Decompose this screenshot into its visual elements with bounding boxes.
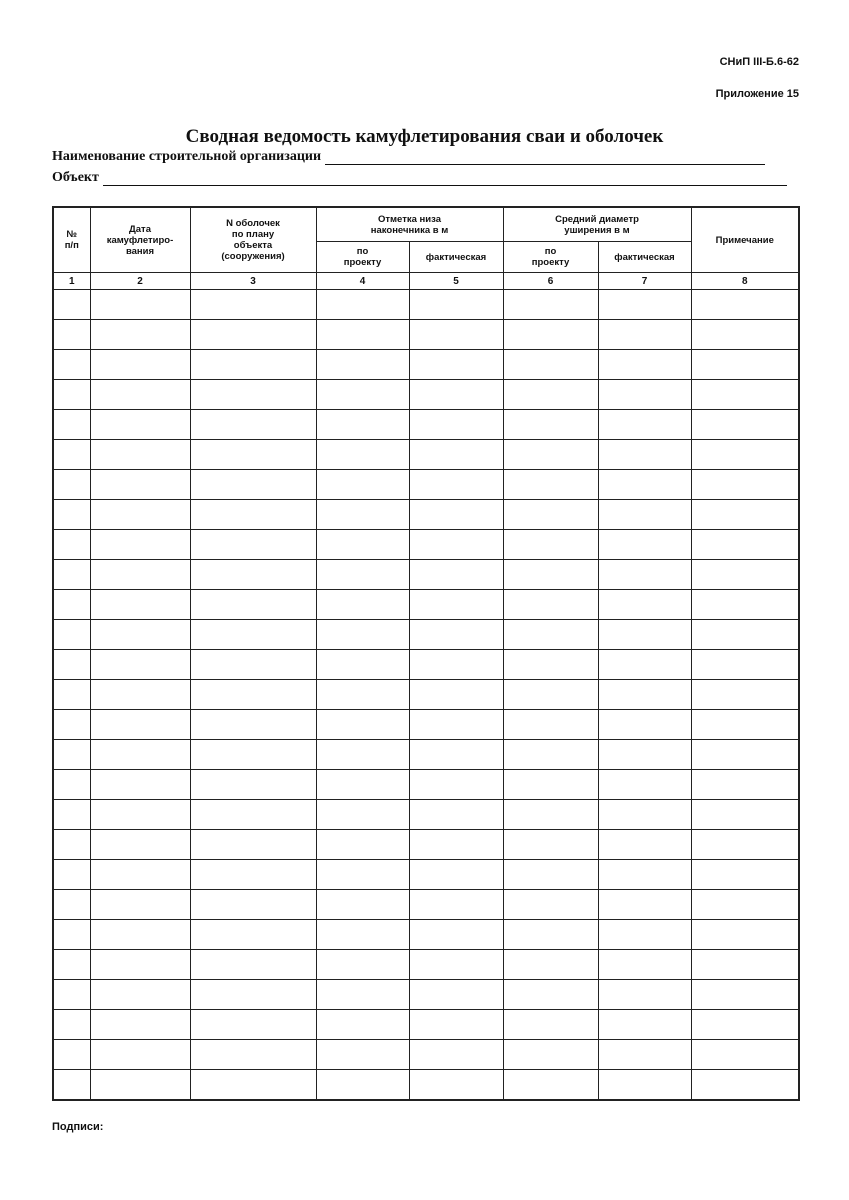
table-cell[interactable] bbox=[190, 530, 316, 560]
table-cell[interactable] bbox=[90, 530, 190, 560]
table-cell[interactable] bbox=[409, 920, 503, 950]
table-cell[interactable] bbox=[409, 770, 503, 800]
table-cell[interactable] bbox=[503, 440, 598, 470]
table-cell[interactable] bbox=[691, 920, 799, 950]
table-cell[interactable] bbox=[90, 590, 190, 620]
table-cell[interactable] bbox=[190, 890, 316, 920]
table-cell[interactable] bbox=[409, 500, 503, 530]
table-cell[interactable] bbox=[53, 500, 90, 530]
table-cell[interactable] bbox=[503, 590, 598, 620]
table-cell[interactable] bbox=[503, 380, 598, 410]
table-row bbox=[53, 590, 799, 620]
table-cell[interactable] bbox=[90, 380, 190, 410]
table-body bbox=[53, 290, 799, 1101]
table-cell[interactable] bbox=[691, 710, 799, 740]
table-cell[interactable] bbox=[316, 500, 409, 530]
table-cell[interactable] bbox=[409, 470, 503, 500]
table-cell[interactable] bbox=[90, 650, 190, 680]
table-cell[interactable] bbox=[503, 980, 598, 1010]
table-cell[interactable] bbox=[691, 500, 799, 530]
table-cell[interactable] bbox=[503, 1010, 598, 1040]
table-cell[interactable] bbox=[190, 650, 316, 680]
table-cell[interactable] bbox=[53, 1010, 90, 1040]
table-cell[interactable] bbox=[598, 530, 691, 560]
table-cell[interactable] bbox=[691, 290, 799, 320]
table-cell[interactable] bbox=[316, 470, 409, 500]
table-row bbox=[53, 890, 799, 920]
table-row bbox=[53, 440, 799, 470]
table-cell[interactable] bbox=[409, 830, 503, 860]
table-cell[interactable] bbox=[409, 410, 503, 440]
table-cell[interactable] bbox=[190, 620, 316, 650]
table-cell[interactable] bbox=[316, 1070, 409, 1101]
column-number: 3 bbox=[190, 273, 316, 290]
table-cell[interactable] bbox=[90, 410, 190, 440]
table-cell[interactable] bbox=[316, 920, 409, 950]
table-cell[interactable] bbox=[691, 890, 799, 920]
table-cell[interactable] bbox=[53, 860, 90, 890]
table-cell[interactable] bbox=[598, 710, 691, 740]
table-cell[interactable] bbox=[409, 320, 503, 350]
table-cell[interactable] bbox=[409, 560, 503, 590]
header-tip-by-project: по проекту bbox=[316, 242, 409, 273]
table-cell[interactable] bbox=[53, 710, 90, 740]
summary-table bbox=[52, 206, 800, 1101]
table-cell[interactable] bbox=[598, 1010, 691, 1040]
table-cell[interactable] bbox=[598, 500, 691, 530]
column-number: 7 bbox=[598, 273, 691, 290]
appendix-label: Приложение 15 bbox=[715, 88, 799, 100]
organization-field[interactable] bbox=[52, 149, 765, 165]
table-cell[interactable] bbox=[691, 650, 799, 680]
table-row bbox=[53, 1010, 799, 1040]
organization-input-line[interactable] bbox=[325, 150, 765, 165]
table-cell[interactable] bbox=[53, 590, 90, 620]
table-cell[interactable] bbox=[316, 590, 409, 620]
header-date: Дата камуфлетиро- вания bbox=[90, 207, 190, 273]
table-cell[interactable] bbox=[503, 500, 598, 530]
table-row bbox=[53, 560, 799, 590]
table-row bbox=[53, 350, 799, 380]
column-number: 1 bbox=[53, 273, 90, 290]
table-cell[interactable] bbox=[190, 440, 316, 470]
table-cell[interactable] bbox=[53, 890, 90, 920]
table-cell[interactable] bbox=[598, 320, 691, 350]
table-cell[interactable] bbox=[503, 920, 598, 950]
header-num: № п/п bbox=[53, 207, 90, 273]
table-cell[interactable] bbox=[691, 560, 799, 590]
table-row bbox=[53, 380, 799, 410]
table-cell[interactable] bbox=[53, 740, 90, 770]
table-cell[interactable] bbox=[503, 740, 598, 770]
table-cell[interactable] bbox=[316, 650, 409, 680]
table-cell[interactable] bbox=[53, 410, 90, 440]
table-cell[interactable] bbox=[90, 800, 190, 830]
table-cell[interactable] bbox=[53, 980, 90, 1010]
header-average-diameter: Средний диаметр уширения в м bbox=[503, 207, 691, 242]
table-cell[interactable] bbox=[598, 410, 691, 440]
table-cell[interactable] bbox=[598, 620, 691, 650]
table-cell[interactable] bbox=[316, 440, 409, 470]
table-cell[interactable] bbox=[190, 770, 316, 800]
table-cell[interactable] bbox=[190, 710, 316, 740]
table-cell[interactable] bbox=[190, 830, 316, 860]
table-row bbox=[53, 650, 799, 680]
table-cell[interactable] bbox=[598, 440, 691, 470]
table-cell[interactable] bbox=[691, 380, 799, 410]
table-cell[interactable] bbox=[53, 320, 90, 350]
table-cell[interactable] bbox=[409, 440, 503, 470]
table-cell[interactable] bbox=[90, 440, 190, 470]
table-cell[interactable] bbox=[503, 710, 598, 740]
table-cell[interactable] bbox=[691, 860, 799, 890]
table-cell[interactable] bbox=[90, 350, 190, 380]
table-cell[interactable] bbox=[190, 470, 316, 500]
table-cell[interactable] bbox=[691, 1070, 799, 1101]
table-cell[interactable] bbox=[409, 1010, 503, 1040]
table-cell[interactable] bbox=[90, 920, 190, 950]
table-cell[interactable] bbox=[316, 980, 409, 1010]
table-cell[interactable] bbox=[190, 740, 316, 770]
table-cell[interactable] bbox=[691, 590, 799, 620]
table-cell[interactable] bbox=[90, 1040, 190, 1070]
table-cell[interactable] bbox=[409, 890, 503, 920]
table-cell[interactable] bbox=[190, 920, 316, 950]
table-cell[interactable] bbox=[53, 800, 90, 830]
table-cell[interactable] bbox=[316, 320, 409, 350]
table-cell[interactable] bbox=[691, 530, 799, 560]
table-row bbox=[53, 800, 799, 830]
document-code: СНиП III-Б.6-62 bbox=[719, 56, 799, 68]
table-cell[interactable] bbox=[90, 1070, 190, 1101]
table-cell[interactable] bbox=[53, 950, 90, 980]
table-row bbox=[53, 950, 799, 980]
table-cell[interactable] bbox=[409, 620, 503, 650]
table-cell[interactable] bbox=[190, 980, 316, 1010]
object-label: Объект bbox=[52, 170, 99, 185]
column-number: 8 bbox=[691, 273, 799, 290]
table-cell[interactable] bbox=[503, 950, 598, 980]
page-title: Сводная ведомость камуфлетирования сваи и оболочек bbox=[185, 126, 664, 147]
table-cell[interactable] bbox=[53, 1070, 90, 1101]
table-cell[interactable] bbox=[409, 1070, 503, 1101]
table-cell[interactable] bbox=[598, 860, 691, 890]
table-cell[interactable] bbox=[90, 680, 190, 710]
signatures-label: Подписи: bbox=[52, 1121, 104, 1133]
table-row bbox=[53, 1070, 799, 1101]
table-cell[interactable] bbox=[503, 830, 598, 860]
table-cell[interactable] bbox=[190, 1040, 316, 1070]
table-cell[interactable] bbox=[53, 290, 90, 320]
object-input-line[interactable] bbox=[103, 171, 787, 186]
table-cell[interactable] bbox=[691, 320, 799, 350]
table-row bbox=[53, 500, 799, 530]
table-cell[interactable] bbox=[90, 860, 190, 890]
header-diam-by-project: по проекту bbox=[503, 242, 598, 273]
column-number: 6 bbox=[503, 273, 598, 290]
column-number: 2 bbox=[90, 273, 190, 290]
table-cell[interactable] bbox=[90, 710, 190, 740]
table-cell[interactable] bbox=[598, 740, 691, 770]
table-cell[interactable] bbox=[691, 680, 799, 710]
header-note: Примечание bbox=[691, 207, 799, 273]
table-cell[interactable] bbox=[316, 770, 409, 800]
table-cell[interactable] bbox=[409, 530, 503, 560]
table-cell[interactable] bbox=[503, 1070, 598, 1101]
table-cell[interactable] bbox=[316, 290, 409, 320]
table-cell[interactable] bbox=[503, 320, 598, 350]
header-tip-actual: фактическая bbox=[409, 242, 503, 273]
table-cell[interactable] bbox=[598, 590, 691, 620]
table-cell[interactable] bbox=[409, 380, 503, 410]
table-cell[interactable] bbox=[53, 770, 90, 800]
table-row bbox=[53, 740, 799, 770]
header-tip-mark: Отметка низа наконечника в м bbox=[316, 207, 503, 242]
table-cell[interactable] bbox=[598, 980, 691, 1010]
table-cell[interactable] bbox=[190, 350, 316, 380]
table-cell[interactable] bbox=[409, 860, 503, 890]
table-cell[interactable] bbox=[90, 620, 190, 650]
table-cell[interactable] bbox=[503, 890, 598, 920]
object-field[interactable] bbox=[52, 170, 787, 186]
table-cell[interactable] bbox=[598, 890, 691, 920]
table-cell[interactable] bbox=[598, 1070, 691, 1101]
table-cell[interactable] bbox=[316, 950, 409, 980]
table-cell[interactable] bbox=[316, 710, 409, 740]
table-cell[interactable] bbox=[316, 350, 409, 380]
table-cell[interactable] bbox=[316, 410, 409, 440]
table-cell[interactable] bbox=[409, 680, 503, 710]
table-cell[interactable] bbox=[316, 380, 409, 410]
table-cell[interactable] bbox=[53, 560, 90, 590]
table-cell[interactable] bbox=[53, 530, 90, 560]
table-cell[interactable] bbox=[90, 500, 190, 530]
table-row bbox=[53, 680, 799, 710]
table-cell[interactable] bbox=[53, 680, 90, 710]
table-cell[interactable] bbox=[190, 290, 316, 320]
table-cell[interactable] bbox=[598, 350, 691, 380]
table-cell[interactable] bbox=[691, 830, 799, 860]
table-cell[interactable] bbox=[190, 1070, 316, 1101]
table-cell[interactable] bbox=[691, 770, 799, 800]
table-cell[interactable] bbox=[503, 770, 598, 800]
table-cell[interactable] bbox=[409, 650, 503, 680]
table-row bbox=[53, 470, 799, 500]
table-cell[interactable] bbox=[90, 290, 190, 320]
table-cell[interactable] bbox=[598, 650, 691, 680]
table-cell[interactable] bbox=[598, 950, 691, 980]
table-cell[interactable] bbox=[316, 800, 409, 830]
table-cell[interactable] bbox=[90, 560, 190, 590]
table-cell[interactable] bbox=[190, 410, 316, 440]
table-cell[interactable] bbox=[316, 620, 409, 650]
table-cell[interactable] bbox=[598, 770, 691, 800]
table-cell[interactable] bbox=[503, 1040, 598, 1070]
table-cell[interactable] bbox=[598, 470, 691, 500]
table-cell[interactable] bbox=[409, 1040, 503, 1070]
table-cell[interactable] bbox=[598, 1040, 691, 1070]
table-cell[interactable] bbox=[503, 680, 598, 710]
table-cell[interactable] bbox=[53, 350, 90, 380]
table-cell[interactable] bbox=[598, 920, 691, 950]
table-cell[interactable] bbox=[598, 560, 691, 590]
table-cell[interactable] bbox=[409, 800, 503, 830]
header-shell-number: N оболочек по плану объекта (сооружения) bbox=[190, 207, 316, 273]
column-number: 4 bbox=[316, 273, 409, 290]
table-row bbox=[53, 530, 799, 560]
table-cell[interactable] bbox=[53, 1040, 90, 1070]
table-cell[interactable] bbox=[190, 680, 316, 710]
table-cell[interactable] bbox=[190, 500, 316, 530]
table-cell[interactable] bbox=[53, 620, 90, 650]
table-cell[interactable] bbox=[190, 320, 316, 350]
table-cell[interactable] bbox=[598, 380, 691, 410]
table-cell[interactable] bbox=[409, 290, 503, 320]
table-cell[interactable] bbox=[190, 380, 316, 410]
table-row bbox=[53, 920, 799, 950]
table-cell[interactable] bbox=[90, 770, 190, 800]
table-cell[interactable] bbox=[598, 800, 691, 830]
header-diam-actual: фактическая bbox=[598, 242, 691, 273]
table-row bbox=[53, 320, 799, 350]
table-row bbox=[53, 770, 799, 800]
table-cell[interactable] bbox=[90, 320, 190, 350]
table-cell[interactable] bbox=[503, 800, 598, 830]
table-cell[interactable] bbox=[316, 860, 409, 890]
table-cell[interactable] bbox=[503, 860, 598, 890]
table-cell[interactable] bbox=[316, 740, 409, 770]
table-cell[interactable] bbox=[90, 740, 190, 770]
table-cell[interactable] bbox=[190, 860, 316, 890]
table-row bbox=[53, 290, 799, 320]
table-cell[interactable] bbox=[409, 350, 503, 380]
table-cell[interactable] bbox=[90, 890, 190, 920]
table-cell[interactable] bbox=[316, 1040, 409, 1070]
table-row bbox=[53, 1040, 799, 1070]
table-cell[interactable] bbox=[503, 350, 598, 380]
table-cell[interactable] bbox=[503, 620, 598, 650]
column-number: 5 bbox=[409, 273, 503, 290]
table-cell[interactable] bbox=[316, 530, 409, 560]
table-cell[interactable] bbox=[503, 290, 598, 320]
table-cell[interactable] bbox=[90, 1010, 190, 1040]
table-cell[interactable] bbox=[53, 440, 90, 470]
table-cell[interactable] bbox=[691, 1010, 799, 1040]
table-cell[interactable] bbox=[691, 350, 799, 380]
table-row bbox=[53, 980, 799, 1010]
table-row bbox=[53, 830, 799, 860]
table-cell[interactable] bbox=[691, 950, 799, 980]
table-cell[interactable] bbox=[409, 590, 503, 620]
table-cell[interactable] bbox=[598, 290, 691, 320]
table-row bbox=[53, 410, 799, 440]
table-cell[interactable] bbox=[691, 410, 799, 440]
table-cell[interactable] bbox=[316, 1010, 409, 1040]
table-row bbox=[53, 620, 799, 650]
table-cell[interactable] bbox=[90, 830, 190, 860]
table-cell[interactable] bbox=[503, 650, 598, 680]
table-cell[interactable] bbox=[90, 470, 190, 500]
table-cell[interactable] bbox=[691, 1040, 799, 1070]
table-cell[interactable] bbox=[598, 830, 691, 860]
table-cell[interactable] bbox=[503, 410, 598, 440]
table-cell[interactable] bbox=[409, 950, 503, 980]
table-cell[interactable] bbox=[53, 920, 90, 950]
table-cell[interactable] bbox=[190, 800, 316, 830]
table-cell[interactable] bbox=[691, 470, 799, 500]
table-cell[interactable] bbox=[53, 470, 90, 500]
table-cell[interactable] bbox=[316, 680, 409, 710]
table-cell[interactable] bbox=[691, 980, 799, 1010]
table-cell[interactable] bbox=[691, 740, 799, 770]
table-cell[interactable] bbox=[503, 470, 598, 500]
table-cell[interactable] bbox=[409, 710, 503, 740]
table-cell[interactable] bbox=[316, 890, 409, 920]
table-row bbox=[53, 710, 799, 740]
table-cell[interactable] bbox=[190, 590, 316, 620]
table-cell[interactable] bbox=[409, 740, 503, 770]
table-cell[interactable] bbox=[190, 950, 316, 980]
table-cell[interactable] bbox=[691, 800, 799, 830]
table-cell[interactable] bbox=[598, 680, 691, 710]
table-cell[interactable] bbox=[90, 980, 190, 1010]
table-cell[interactable] bbox=[409, 980, 503, 1010]
table-cell[interactable] bbox=[316, 830, 409, 860]
table-cell[interactable] bbox=[503, 560, 598, 590]
table-cell[interactable] bbox=[53, 830, 90, 860]
table-cell[interactable] bbox=[316, 560, 409, 590]
table-cell[interactable] bbox=[691, 620, 799, 650]
table-cell[interactable] bbox=[190, 560, 316, 590]
table-cell[interactable] bbox=[90, 950, 190, 980]
table-cell[interactable] bbox=[503, 530, 598, 560]
table-cell[interactable] bbox=[691, 440, 799, 470]
organization-label: Наименование строительной организации bbox=[52, 149, 322, 164]
table-cell[interactable] bbox=[190, 1010, 316, 1040]
table-row bbox=[53, 860, 799, 890]
table-cell[interactable] bbox=[53, 650, 90, 680]
table-cell[interactable] bbox=[53, 380, 90, 410]
